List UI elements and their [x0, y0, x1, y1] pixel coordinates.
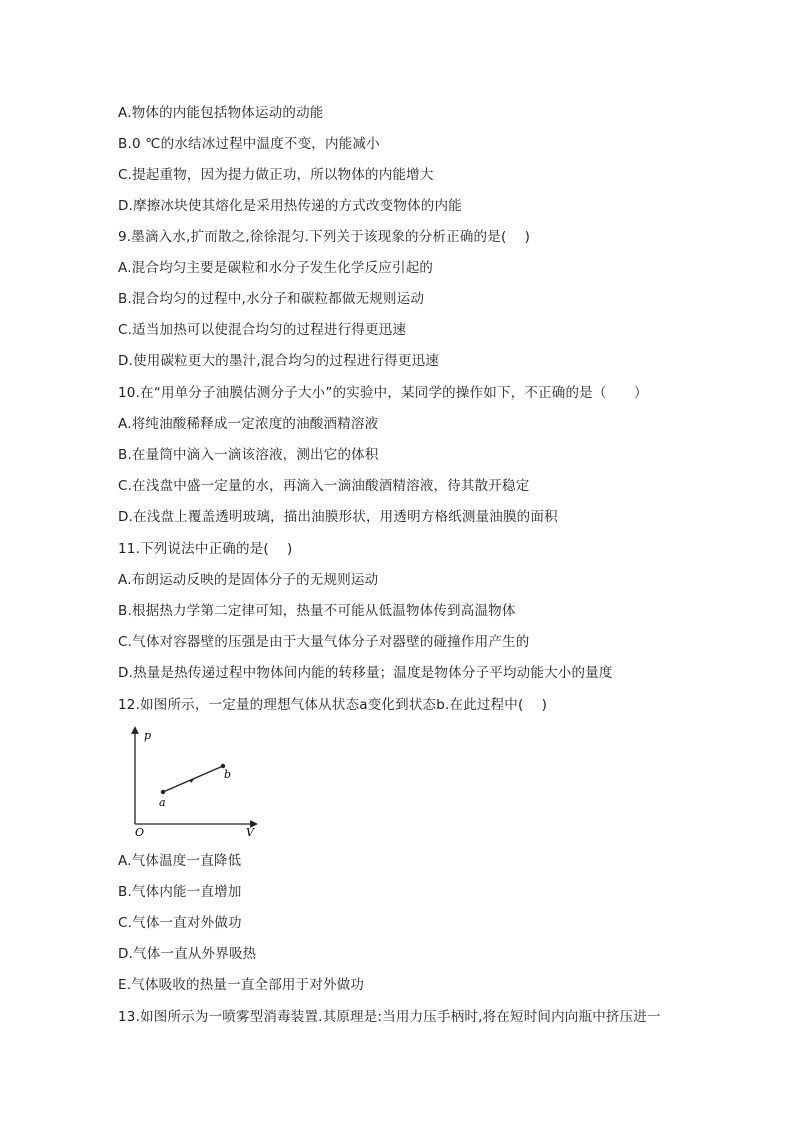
option-9c: C.适当加热可以使混合均匀的过程进行得更迅速	[118, 322, 407, 338]
option-9d: D.使用碳粒更大的墨汁,混合均匀的过程进行得更迅速	[118, 353, 439, 369]
option-10c: C.在浅盘中盛一定量的水，再滴入一滴油酸酒精溶液，待其散开稳定	[118, 478, 530, 494]
option-8a: A.物体的内能包括物体运动的动能	[118, 105, 324, 121]
y-axis-label: p	[144, 729, 152, 742]
question-9-stem: 9.墨滴入水,扩而散之,徐徐混匀.下列关于该现象的分析正确的是( )	[118, 229, 531, 245]
option-12b: B.气体内能一直增加	[118, 884, 242, 900]
origin-label: O	[135, 826, 145, 839]
x-axis-label: V	[246, 826, 254, 839]
option-10d: D.在浅盘上覆盖透明玻璃，描出油膜形状，用透明方格纸测量油膜的面积	[118, 509, 558, 525]
pv-diagram	[126, 724, 266, 840]
option-9b: B.混合均匀的过程中,水分子和碳粒都做无规则运动	[118, 291, 425, 307]
question-13-stem: 13.如图所示为一喷雾型消毒装置.其原理是:当用力压手柄时,将在短时间内向瓶中挤压进一	[118, 1009, 661, 1025]
question-12-stem: 12.如图所示，一定量的理想气体从状态a变化到状态b.在此过程中( )	[118, 697, 548, 713]
question-11-stem: 11.下列说法中正确的是( )	[118, 541, 293, 557]
option-11a: A.布朗运动反映的是固体分子的无规则运动	[118, 572, 379, 588]
option-12e: E.气体吸收的热量一直全部用于对外做功	[118, 977, 365, 993]
option-11d: D.热量是热传递过程中物体间内能的转移量；温度是物体分子平均动能大小的量度	[118, 665, 613, 681]
option-12c: C.气体一直对外做功	[118, 915, 242, 931]
option-8c: C.提起重物，因为提力做正功，所以物体的内能增大	[118, 167, 434, 183]
option-11c: C.气体对容器壁的压强是由于大量气体分子对器壁的碰撞作用产生的	[118, 634, 530, 650]
process-line	[163, 766, 223, 792]
point-a	[161, 790, 165, 794]
point-b-label: b	[224, 768, 232, 781]
option-12d: D.气体一直从外界吸热	[118, 946, 257, 962]
option-9a: A.混合均匀主要是碳粒和水分子发生化学反应引起的	[118, 260, 434, 276]
option-12a: A.气体温度一直降低	[118, 853, 242, 869]
option-8d: D.摩擦冰块使其熔化是采用热传递的方式改变物体的内能	[118, 198, 462, 214]
point-a-label: a	[159, 796, 166, 809]
option-11b: B.根据热力学第二定律可知，热量不可能从低温物体传到高温物体	[118, 603, 516, 619]
option-10a: A.将纯油酸稀释成一定浓度的油酸酒精溶液	[118, 416, 379, 432]
option-8b: B.0 ℃的水结冰过程中温度不变，内能减小	[118, 136, 380, 152]
question-10-stem: 10.在“用单分子油膜估测分子大小”的实验中，某同学的操作如下，不正确的是（ ）	[118, 385, 648, 401]
option-10b: B.在量筒中滴入一滴该溶液，测出它的体积	[118, 447, 379, 463]
